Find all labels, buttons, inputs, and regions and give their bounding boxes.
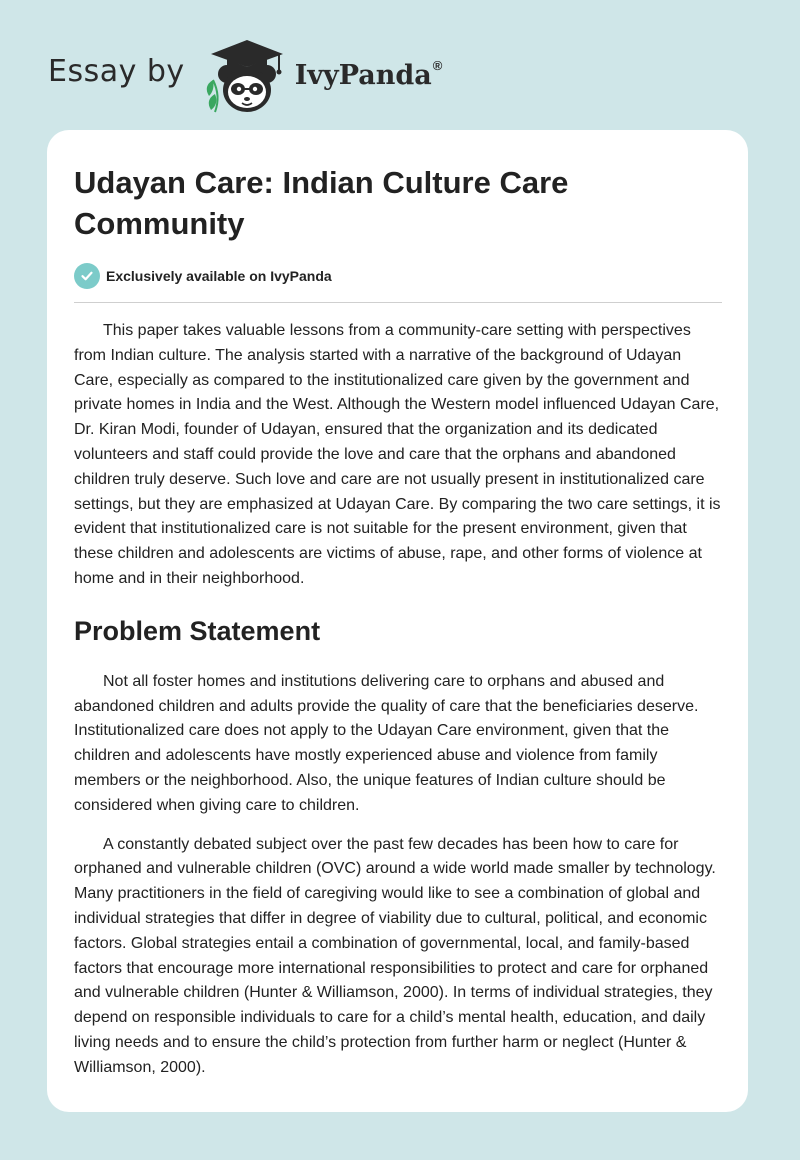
divider — [74, 302, 722, 303]
badge-text: Exclusively available on IvyPanda — [106, 268, 332, 284]
page-title: Udayan Care: Indian Culture Care Community — [74, 165, 569, 241]
panda-graduation-cap-icon — [199, 34, 291, 114]
check-circle-icon — [74, 263, 100, 289]
brand-name: IvyPanda® — [294, 57, 443, 91]
brand-header[interactable] — [48, 34, 442, 114]
intro-paragraph: This paper takes valuable lessons from a community-care setting with perspectives from Indian culture. The analysis started with a narrative of the background of Udayan Care, especially as compared to the institutionalized care given by the government and private homes in India and the West. Although the Western model influenced Udayan Care, Dr. Kiran Modi, founder of Udayan, ensured that the organization and its dedicated volunteers and staff could provide the love and care that the orphans and abandoned children truly deserve. Such love and care are not usually present in institutionalized care settings, but they are emphasized at Udayan Care. By comparing the two care settings, it is evident that institutionalized care is not suitable for the present environment, given that these children and adolescents are victims of abuse, rape, and other forms of violence at home and in their neighborhood. — [74, 322, 721, 587]
section-paragraph: A constantly debated subject over the past few decades has been how to care for orphaned and vulnerable children (OVC) around a wide world made smaller by technology. Many practitioners in the field of caregiving would like to see a combination of global and individual strategies that differ in degree of viability due to cultural, political, and economic factors. Global strategies entail a combination of governmental, local, and family-based factors that encourage more international responsibilities to protect and care for orphaned and vulnerable children (Hunter & Williamson, 2000). In terms of individual strategies, they depend on responsible individuals to care for a child’s mental health, education, and daily living needs and to ensure the child’s protection from further harm or neglect (Hunter & Williamson, 2000). — [74, 835, 716, 1076]
section-heading: Problem Statement — [74, 615, 321, 646]
brand-prefix: Essay by — [48, 53, 185, 89]
exclusive-badge — [74, 262, 722, 290]
section-paragraph: Not all foster homes and institutions delivering care to orphans and abused and abandoned children and adults provide the quality of care that the beneficiaries deserve. Institutionalized care does not apply to the Udayan Care environment, given that the children and adolescents have mostly experienced abuse and violence from family members or the neighborhood. Also, the unique features of Indian culture should be considered when giving care to children. — [74, 672, 699, 814]
essay-card — [47, 130, 748, 1112]
registered-mark: ® — [432, 57, 443, 73]
